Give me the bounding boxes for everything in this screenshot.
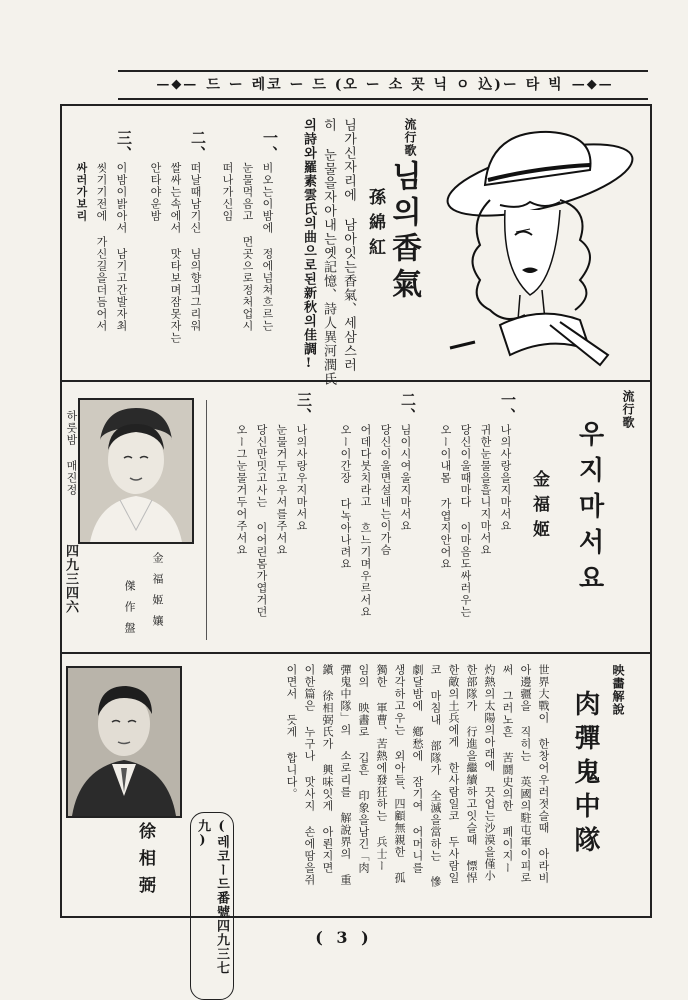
song2-verse2-line-1: 님이시여울지마서요	[399, 424, 412, 532]
song1-genre: 流行歌	[403, 118, 417, 157]
film-record-label: (레코ー드番號四九三七九)	[190, 812, 234, 1000]
song1-verse1-line-2: 눈물먹음고 먼곳으로정처업시	[241, 162, 254, 332]
song2-record-number: 四九三四六	[63, 544, 78, 614]
singer-photo-kim-bok-hui	[78, 398, 194, 544]
narrator-photo-seo-sang-pil	[66, 666, 182, 818]
song2-verse1-line-1: 나의사랑을지마서요	[499, 424, 512, 532]
header-ornament-right: —◆—	[571, 76, 614, 92]
divider-middle	[60, 652, 650, 654]
song2-verse3-num: 三、	[295, 392, 313, 424]
song1-verse1-line-1: 비오는이밤에 정에넘쳐흐르는	[261, 162, 274, 332]
song1-verse3-line-1: 이밤이밝아서 남기고간발자최	[115, 162, 128, 332]
woman-hat-illustration	[430, 110, 640, 370]
song2-verse2-line-4: 오ー이간장 다녹아나려요	[339, 424, 352, 570]
song1-title: 님의香氣	[386, 160, 421, 304]
song1-author: 孫綿紅	[365, 188, 385, 263]
header-rule-bottom	[118, 98, 648, 100]
song2-side-label: 하룻밤 매진정	[65, 410, 78, 496]
film-line-2: 아邊疆을 직히는 英國의駐屯軍이피로	[519, 664, 532, 884]
song2-verse1-line-2: 귀한눈물을흘니지마서요	[479, 424, 492, 556]
song2-verse2-line-3: 어데다붓치라고 흐느기며우르서요	[359, 424, 372, 618]
narrator-name: 徐相弼	[135, 822, 155, 903]
song2-title: 우지마서요	[574, 420, 604, 600]
song1-verse3-num: 三、	[115, 130, 133, 162]
film-line-9: 생각하고우는 외아들、四顧無親한 孤	[393, 664, 406, 884]
song1-intro-line-3: 의詩와羅素雲氏의曲으로된新秋의佳調!	[301, 118, 316, 372]
header-text: 드 ー 레코 ー 드 (오 ー 소 꼿 닉 ㅇ 込)ー 타 빅	[206, 77, 564, 93]
photo-caption-name: 金福姬孃	[151, 552, 164, 636]
song2-verse2-line-2: 당신이울면설네는이가슴	[379, 424, 392, 556]
film-line-11: 임의 映畵로 깁흔 印象을남긴「肉	[357, 664, 370, 874]
film-line-3: 써 그러노흔 苦鬪史의한 페이지ー	[501, 664, 514, 874]
photo-caption-masterpiece: 傑作盤	[123, 580, 136, 643]
song2-genre: 流行歌	[621, 390, 635, 429]
divider-top	[60, 380, 650, 382]
song2-verse1-line-4: 오ー이내몸 가엽지안어요	[439, 424, 452, 570]
film-title: 肉彈鬼中隊	[570, 690, 600, 860]
song1-verse2-num: 二、	[189, 130, 207, 162]
song1-verse3-line-2: 씻기기전에 가신길을더듬어서	[95, 162, 108, 332]
song1-verse3-line-3: 싸러가보리	[75, 162, 88, 222]
film-line-12: 彈鬼中隊」의 소로리를 解說界의 重	[339, 664, 352, 886]
film-line-6: 한敵의土兵에게 한사람일코 두사람일	[447, 664, 460, 884]
song1-intro-line-2: 히 눈물을자아내는옛記憶、詩人異河潤氏	[321, 118, 336, 386]
song1-verse1-line-3: 떠나가신임	[221, 162, 234, 222]
song2-verse1-num: 一、	[499, 392, 517, 424]
film-line-7: 코 마침내 部隊가 全滅을當하는 慘	[429, 664, 442, 888]
film-line-14: 이한篇은 누구나 맛사지 손에땀을쥐	[303, 664, 316, 886]
song1-verse2-line-2: 쌀싸는속에서 맛타보며잠못자는	[169, 162, 182, 344]
song2-column-rule	[206, 400, 207, 640]
song2-verse2-num: 二、	[399, 392, 417, 424]
song2-verse3-line-4: 오ー그눈물거두어주서요	[235, 424, 248, 556]
song2-verse3-line-1: 나의사랑우지마서요	[295, 424, 308, 532]
film-line-15: 이면서 듯게 합니다。	[285, 664, 298, 800]
song2-author: 金福姬	[529, 470, 549, 545]
song1-intro-line-1: 님가신자리에 남아잇는香氣、세삼스러	[341, 118, 356, 372]
singer-portrait-woman-icon	[80, 400, 192, 542]
film-genre: 映畵解說	[611, 664, 625, 716]
song1-verse2-line-3: 안타야운밤	[149, 162, 162, 222]
page-number: ( 3 )	[315, 928, 373, 947]
film-line-13: 鎭 徐相弼氏가 興味잇게 아뢴지면	[321, 664, 334, 874]
song2-verse1-line-3: 당신이울때마다 이마음도싸러우는	[459, 424, 472, 618]
film-line-4: 灼熱의太陽의아래에 끗업는沙漠을僅小	[483, 664, 496, 882]
narrator-portrait-man-icon	[68, 668, 180, 816]
film-line-5: 한部隊가 行進을繼續하고잇슬때 慓悍	[465, 664, 478, 884]
header-ornament-left: —◆—	[156, 76, 199, 92]
film-line-1: 世界大戰이 한창어우러젓슬때 아라비	[537, 664, 550, 884]
song1-verse2-line-1: 떠날때남기신 님의향긔그리워	[189, 162, 202, 332]
song2-verse3-line-3: 당신만밋고사는 이어린몸가엽거던	[255, 424, 268, 618]
page-header	[125, 72, 645, 96]
film-line-10: 獨한 軍曹、苦熱에發狂하는 兵士ー	[375, 664, 388, 872]
film-line-8: 劇달밤에 鄕愁에 잠기여 어머니를	[411, 664, 424, 874]
song2-verse3-line-2: 눈물거두고우서를주서요	[275, 424, 288, 556]
song1-verse1-num: 一、	[261, 130, 279, 162]
